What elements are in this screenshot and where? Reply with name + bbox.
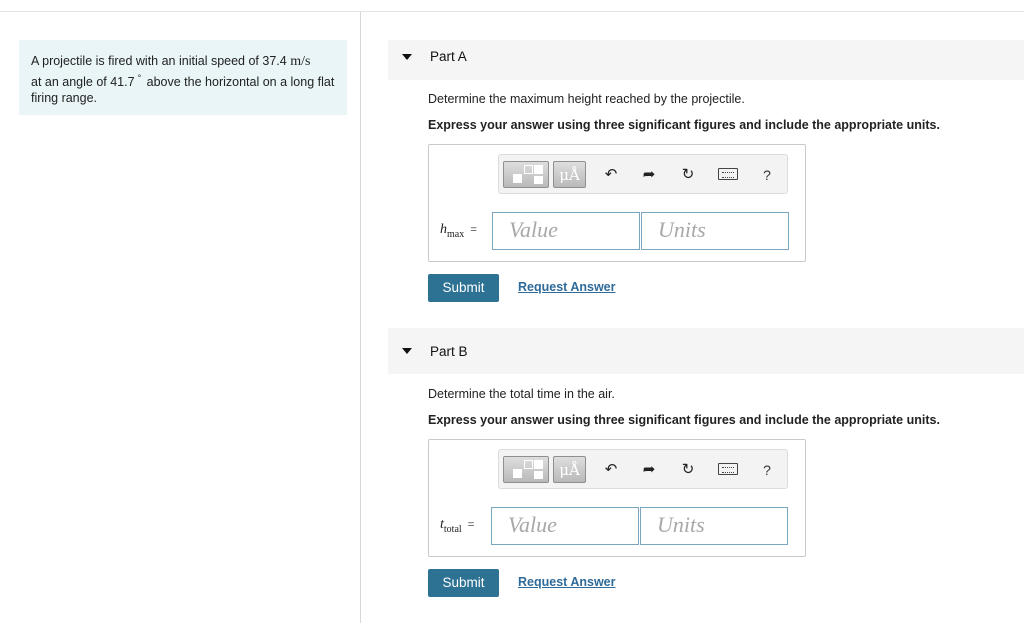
redo-icon[interactable]: ➦	[642, 166, 656, 183]
part-a-header[interactable]	[388, 40, 1024, 80]
units-button[interactable]: μÅ	[553, 456, 586, 483]
variable-symbol: h	[440, 222, 447, 237]
request-answer-link[interactable]: Request Answer	[518, 575, 616, 589]
reset-icon[interactable]: ↻	[681, 461, 695, 478]
collapse-caret-icon[interactable]	[402, 348, 412, 354]
help-icon[interactable]: ?	[763, 462, 771, 478]
redo-icon[interactable]: ➦	[642, 461, 656, 478]
part-b-question: Determine the total time in the air.	[428, 387, 615, 401]
units-input[interactable]: Units	[640, 507, 788, 545]
part-a-title: Part A	[430, 49, 467, 64]
undo-icon[interactable]: ↶	[604, 461, 618, 478]
part-a-variable	[440, 222, 477, 240]
template-square-icon	[534, 176, 543, 184]
template-square-icon	[524, 165, 533, 174]
part-b-title: Part B	[430, 344, 468, 359]
keyboard-icon[interactable]	[718, 463, 738, 475]
variable-subscript: total	[443, 523, 462, 535]
request-answer-link[interactable]: Request Answer	[518, 280, 616, 294]
top-divider	[0, 11, 1024, 12]
part-a-toolbar	[498, 154, 788, 194]
part-a-question: Determine the maximum height reached by the projectile.	[428, 92, 745, 106]
template-square-icon	[534, 460, 543, 469]
problem-text-1: A projectile is fired with an initial speed of 37.4	[31, 54, 287, 68]
variable-subscript: max	[447, 228, 465, 240]
templates-button[interactable]	[503, 456, 549, 483]
part-a-instruction: Express your answer using three significant figures and include the appropriate units.	[428, 118, 940, 132]
reset-icon[interactable]: ↻	[681, 166, 695, 183]
part-b-header[interactable]	[388, 328, 1024, 374]
template-square-icon	[534, 165, 543, 174]
column-divider	[360, 12, 361, 623]
problem-statement	[19, 40, 347, 115]
value-input[interactable]: Value	[491, 507, 639, 545]
equals-sign: =	[470, 222, 477, 236]
degree-unit: °	[137, 73, 142, 83]
collapse-caret-icon[interactable]	[402, 54, 412, 60]
help-icon[interactable]: ?	[763, 167, 771, 183]
undo-icon[interactable]: ↶	[604, 166, 618, 183]
part-b-toolbar	[498, 449, 788, 489]
template-square-icon	[524, 460, 533, 469]
units-button[interactable]: μÅ	[553, 161, 586, 188]
keyboard-icon[interactable]	[718, 168, 738, 180]
part-b-instruction: Express your answer using three significant figures and include the appropriate units.	[428, 413, 940, 427]
part-b-variable	[440, 517, 474, 535]
submit-button[interactable]: Submit	[428, 274, 499, 302]
submit-button[interactable]: Submit	[428, 569, 499, 597]
problem-text-3: above the horizontal on a long flat firing range.	[31, 75, 335, 105]
problem-text-2: at an angle of 41.7	[31, 75, 135, 89]
templates-button[interactable]	[503, 161, 549, 188]
units-input[interactable]: Units	[641, 212, 789, 250]
value-input[interactable]: Value	[492, 212, 640, 250]
variable-symbol: t	[440, 517, 444, 532]
template-square-icon	[513, 469, 522, 478]
template-square-icon	[513, 174, 522, 183]
equals-sign: =	[467, 517, 475, 531]
speed-unit: m/s	[290, 54, 311, 69]
template-square-icon	[534, 471, 543, 479]
